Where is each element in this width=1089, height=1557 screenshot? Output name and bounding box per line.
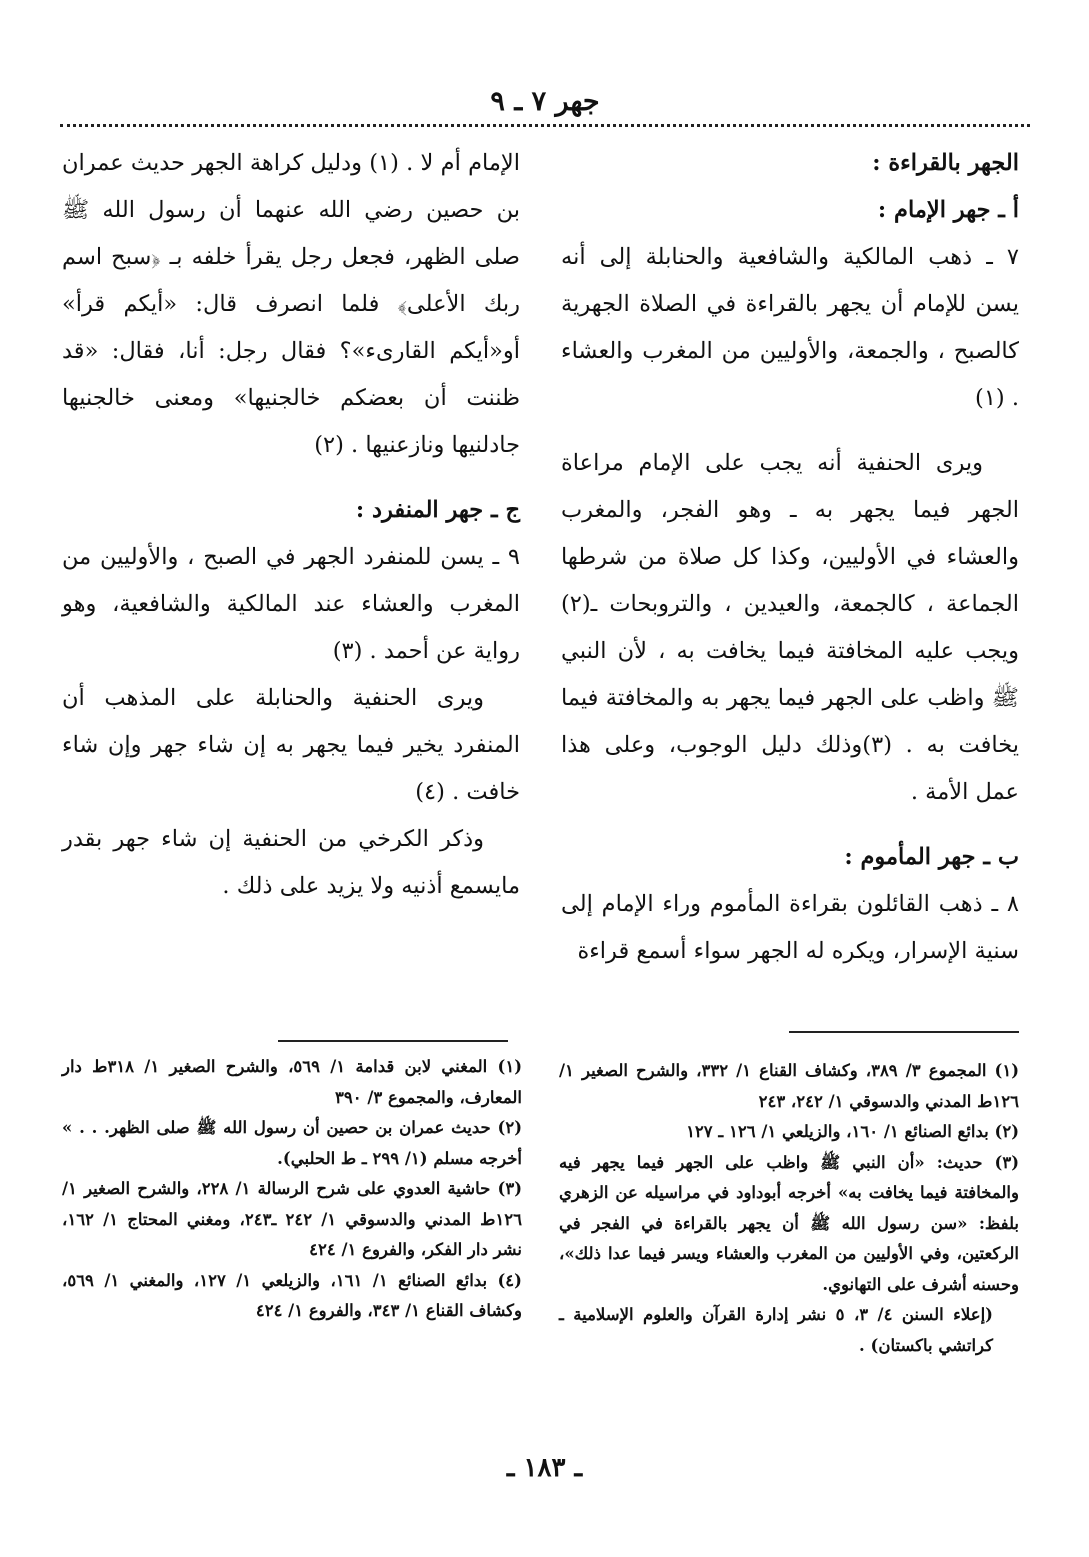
paragraph: ٧ ـ ذهب المالكية والشافعية والحنابلة إلى أنه يسن للإمام أن يجهر بالقراءة في الصلاة الجهرية كالصبح ، والجمعة، والأوليين من المغرب والعشاء . (١) xyxy=(561,244,1019,411)
paragraph: ٨ ـ ذهب القائلون بقراءة المأموم وراء الإمام إلى سنية الإسرار، ويكره له الجهر سواء أسمع قراءة xyxy=(561,891,1019,964)
footnote: (٤) بدائع الصنائع ١/ ١٦١، والزيلعي ١/ ١٢٧، والمغني ١/ ٥٦٩، وكشاف القناع ١/ ٣٤٣، والفروع ١/ ٤٢٤ xyxy=(62,1270,522,1320)
footnote-separator xyxy=(278,1040,508,1042)
subsection-heading: ب ـ جهر المأموم : xyxy=(844,844,1019,870)
footnote: (٣) حاشية العدوي على شرح الرسالة ١/ ٢٢٨، والشرح الصغير ١/ ١٢٦ط المدني والدسوقي ١/ ٢٤٢ ـ٢٤٣، ومغني المحتاج ١/ ١٦٢، نشر دار الفكر، والفروع ١/ ٤٢٤ xyxy=(62,1179,522,1259)
header-dotted-rule xyxy=(60,124,1030,127)
footnote: (٢) حديث عمران بن حصين أن رسول الله ﷺ صلى الظهر. . . » أخرجه مسلم (١/ ٢٩٩ ـ ط الحلبي). xyxy=(62,1118,522,1168)
footnote-separator xyxy=(789,1031,1019,1033)
footnote: (١) المجموع ٣/ ٣٨٩، وكشاف القناع ١/ ٣٣٢، والشرح الصغير ١/ ١٢٦ط المدني والدسوقي ١/ ٢٤٢، ٢٤٣ xyxy=(559,1061,1020,1111)
footnote: (٣) حديث: «أن النبي ﷺ واظب على الجهر فيما يجهر فيه والمخافتة فيما يخافت به» أخرجه أبوداود في مراسيله عن الزهري بلفظ: «سن رسول الله ﷺ أن يجهر بالقراءة في الفجر في الركعتين، وفي الأوليين من المغرب والعشاء ويسر فيما عدا ذلك»، وحسنه أشرف على التهانوي. xyxy=(559,1152,1019,1294)
paragraph: وذكر الكرخي من الحنفية إن شاء جهر بقدر مايسمع أذنيه ولا يزيد على ذلك . xyxy=(62,826,520,899)
running-header: جهر ٧ ـ ٩ xyxy=(490,86,600,117)
paragraph: ويرى الحنفية والحنابلة على المذهب أن المنفرد يخير فيما يجهر به إن شاء جهر وإن شاء خافت . (٤) xyxy=(62,685,520,805)
footnotes-right xyxy=(559,1056,1019,1361)
paragraph: ويرى الحنفية أنه يجب على الإمام مراعاة الجهر فيما يجهر به ـ وهو الفجر، والمغرب والعشاء في الأوليين، وكذا كل صلاة من شرطها الجماعة ، كالجمعة، والعيدين ، والتروبحات ـ(٢) ويجب عليه المخافتة فيما يخافت به ، لأن النبي ﷺ واظب على الجهر فيما يجهر به والمخافتة فيما يخافت به . (٣)وذلك دليل الوجوب، وعلى هذا عمل الأمة . xyxy=(561,450,1020,805)
footnotes-left xyxy=(62,1052,522,1327)
subsection-heading: أ ـ جهر الإمام : xyxy=(877,197,1019,223)
paragraph: ٩ ـ يسن للمنفرد الجهر في الصبح ، والأوليين من المغرب والعشاء عند المالكية والشافعية، وهو رواية عن أحمد . (٣) xyxy=(62,544,520,664)
footnote: (٢) بدائع الصنائع ١/ ١٦٠، والزيلعي ١/ ١٢٦ ـ ١٢٧ xyxy=(686,1122,1019,1141)
right-column xyxy=(561,140,1019,975)
footnote: (إعلاء السنن ٤/ ٣، ٥ نشر إدارة القرآن والعلوم الإسلامية ـ كراتشي باكستان) . xyxy=(559,1305,993,1355)
subsection-heading: ج ـ جهر المنفرد : xyxy=(355,497,520,523)
page-number: ـ ١٨٣ ـ xyxy=(506,1453,583,1483)
paragraph: الإمام أم لا . (١) ودليل كراهة الجهر حديث عمران بن حصين رضي الله عنهما أن رسول الله ﷺ صلى الظهر، فجعل رجل يقرأ خلفه بـ ﴿سبح اسم ربك الأعلى﴾ فلما انصرف قال: «أيكم قرأ» أو«أيكم القارىء»؟ فقال رجل: أنا، فقال: «قد ظننت أن بعضكم خالجنيها» ومعنى خالجنيها جادلنيها ونازعنيها . (٢) xyxy=(62,150,520,458)
footnote: (١) المغني لابن قدامة ١/ ٥٦٩، والشرح الصغير ١/ ٣١٨ط دار المعارف، والمجموع ٣/ ٣٩٠ xyxy=(62,1057,522,1107)
section-heading: الجهر بالقراءة : xyxy=(872,150,1019,176)
left-column xyxy=(62,140,520,910)
